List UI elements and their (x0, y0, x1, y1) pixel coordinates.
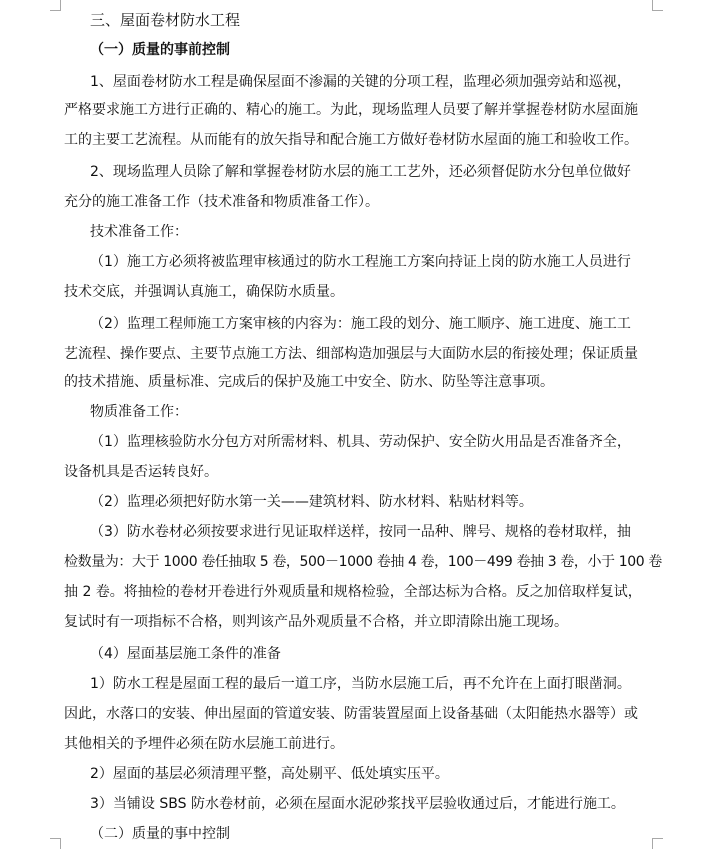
text-line: （2）监理必须把好防水第一关——建筑材料、防水材料、粘贴材料等。 (90, 494, 533, 510)
page-corner-mark (50, 838, 61, 849)
text-line: 2、现场监理人员除了解和掌握卷材防水层的施工工艺外，还必须督促防水分包单位做好 (90, 164, 631, 180)
text-line: 充分的施工准备工作（技术准备和物质准备工作）。 (64, 194, 379, 210)
text-line: 1、屋面卷材防水工程是确保屋面不渗漏的关键的分项工程，监理必须加强旁站和巡视， (90, 74, 631, 90)
text-line: 工的主要工艺流程。从而能有的放矢指导和配合施工方做好卷材防水屋面的施工和验收工作。 (64, 132, 638, 148)
page-corner-mark (652, 0, 663, 11)
text-line: 艺流程、操作要点、主要节点施工方法、细部构造加强层与大面防水层的衔接处理；保证质量 (64, 346, 638, 362)
text-line: （二）质量的事中控制 (90, 826, 230, 842)
text-line: 复试时有一项指标不合格，则判该产品外观质量不合格，并立即清除出施工现场。 (64, 614, 568, 630)
text-line: 物质准备工作： (90, 404, 188, 420)
text-line: 3）当铺设 SBS 防水卷材前，必须在屋面水泥砂浆找平层验收通过后，才能进行施工。 (90, 796, 625, 812)
text-line: （3）防水卷材必须按要求进行见证取样送样，按同一品种、牌号、规格的卷材取样，抽 (90, 524, 631, 540)
page-corner-mark (652, 838, 663, 849)
text-line: 技术准备工作： (90, 224, 188, 240)
text-line: 抽 2 卷。将抽检的卷材开卷进行外观质量和规格检验，全部达标为合格。反之加倍取样复试， (64, 584, 642, 600)
text-line: 因此，水落口的安装、伸出屋面的管道安装、防雷装置屋面上设备基础（太阳能热水器等）或 (64, 706, 638, 722)
text-line: 1）防水工程是屋面工程的最后一道工序，当防水层施工后，再不允许在上面打眼凿洞。 (90, 676, 631, 692)
text-line: 技术交底，并强调认真施工，确保防水质量。 (64, 284, 344, 300)
text-line: （1）施工方必须将被监理审核通过的防水工程施工方案向持证上岗的防水施工人员进行 (90, 254, 631, 270)
section-title: 三、屋面卷材防水工程 (90, 11, 241, 29)
text-line: （2）监理工程师施工方案审核的内容为：施工段的划分、施工顺序、施工进度、施工工 (90, 316, 631, 332)
text-line: （4）屋面基层施工条件的准备 (90, 646, 281, 662)
page-corner-mark (50, 0, 61, 11)
text-line: 严格要求施工方进行正确的、精心的施工。为此，现场监理人员要了解并掌握卷材防水屋面施 (64, 102, 638, 118)
text-line: 检数量为：大于 1000 卷任抽取 5 卷，500－1000 卷抽 4 卷，100－499 卷抽 3 卷，小于 100 卷 (64, 554, 662, 570)
text-line: 的技术措施、质量标准、完成后的保护及施工中安全、防水、防坠等注意事项。 (64, 374, 554, 390)
text-line: （1）监理核验防水分包方对所需材料、机具、劳动保护、安全防火用品是否准备齐全， (90, 434, 631, 450)
text-line: 其他相关的予埋件必须在防水层施工前进行。 (64, 736, 344, 752)
text-line: 设备机具是否运转良好。 (64, 464, 218, 480)
subsection-title: （一）质量的事前控制 (90, 42, 230, 58)
text-line: 2）屋面的基层必须清理平整，高处剔平、低处填实压平。 (90, 766, 449, 782)
